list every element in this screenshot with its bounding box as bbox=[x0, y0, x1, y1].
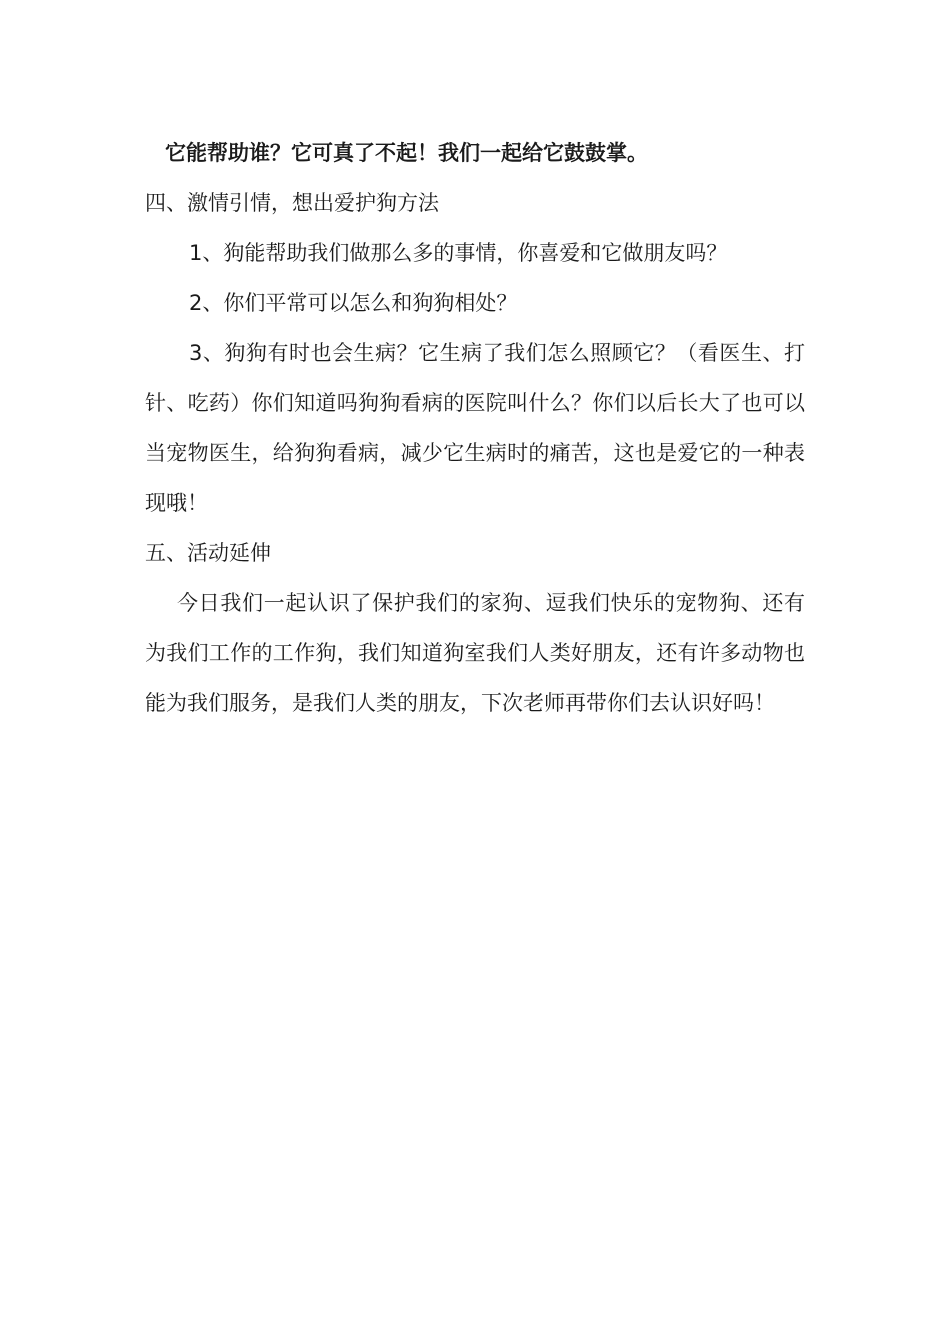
section-4-item-3: 3、狗狗有时也会生病？它生病了我们怎么照顾它？（看医生、打针、吃药）你们知道吗狗狗看病的医院叫什么？你们以后长大了也可以当宠物医生，给狗狗看病，减少它生病时的痛苦，这也是爱它的一种表现哦！ bbox=[145, 341, 805, 515]
section-5-heading: 五、活动延伸 bbox=[145, 541, 271, 565]
intro-line: 它能帮助谁？它可真了不起！我们一起给它鼓鼓掌。 bbox=[165, 141, 648, 165]
section-4-item-2: 2、你们平常可以怎么和狗狗相处？ bbox=[189, 291, 518, 315]
section-4-heading: 四、激情引情，想出爱护狗方法 bbox=[145, 191, 439, 215]
section-5-paragraph: 今日我们一起认识了保护我们的家狗、逗我们快乐的宠物狗、还有为我们工作的工作狗，我们知道狗室我们人类好朋友，还有许多动物也能为我们服务，是我们人类的朋友，下次老师再带你们去认识好吗！ bbox=[145, 591, 805, 715]
section-4-item-1: 1、狗能帮助我们做那么多的事情，你喜爱和它做朋友吗？ bbox=[189, 241, 728, 265]
document-body bbox=[145, 128, 805, 728]
